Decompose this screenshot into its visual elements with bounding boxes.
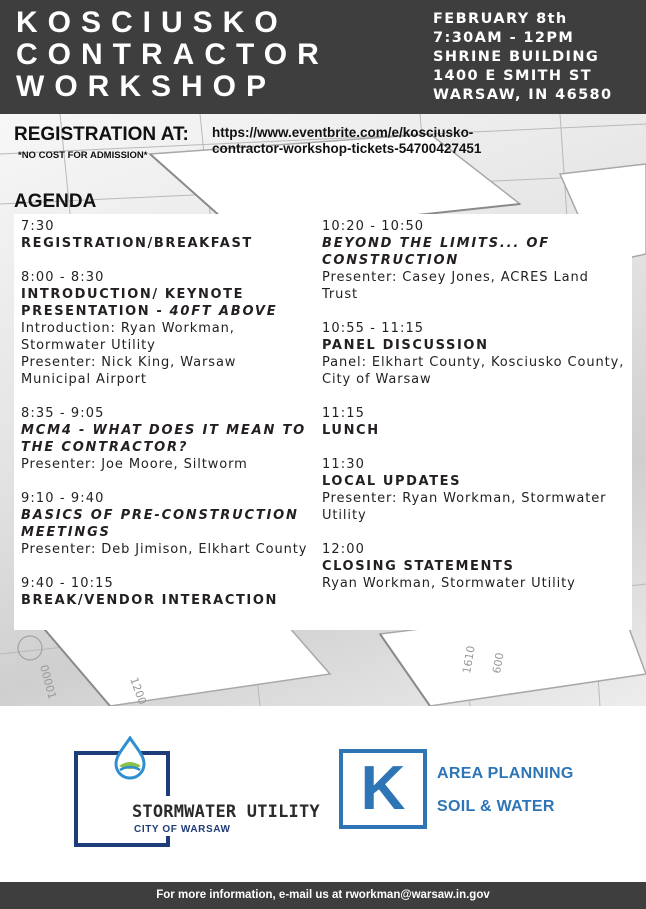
soil-water-label: SOIL & WATER [437, 798, 555, 815]
area-planning-label: AREA PLANNING [437, 765, 574, 782]
agenda-item [21, 490, 311, 558]
agenda-item [21, 269, 311, 388]
agenda-time: 10:55 - 11:15 [322, 321, 425, 336]
agenda-heading-text: PANEL DISCUSSION [322, 338, 489, 353]
agenda-heading [21, 592, 311, 609]
agenda-heading-text: BREAK/VENDOR INTERACTION [21, 593, 278, 608]
agenda-time: 10:20 - 10:50 [322, 219, 425, 234]
agenda-time: 8:35 - 9:05 [21, 406, 105, 421]
agenda-title: AGENDA [14, 191, 97, 212]
agenda-heading-text: LOCAL UPDATES [322, 474, 462, 489]
agenda-time: 8:00 - 8:30 [21, 270, 105, 285]
k-letter: K [360, 754, 406, 823]
agenda-time: 11:15 [322, 406, 365, 421]
event-details [433, 10, 613, 105]
agenda-heading-italic: BEYOND THE LIMITS... OF CONSTRUCTION [322, 236, 550, 268]
agenda-heading [322, 558, 628, 575]
agenda-detail: Presenter: Joe Moore, Siltworm [21, 457, 248, 472]
agenda-time: 9:40 - 10:15 [21, 576, 114, 591]
agenda-item [322, 218, 628, 303]
agenda-heading-text: INTRODUCTION/ KEYNOTE PRESENTATION - [21, 287, 245, 319]
agenda-heading [21, 507, 311, 541]
stormwater-name: STORMWATER UTILITY [132, 802, 320, 822]
agenda-heading-text: CLOSING STATEMENTS [322, 559, 515, 574]
agenda-time: 12:00 [322, 542, 365, 557]
agenda-heading [322, 473, 628, 490]
event-date: FEBRUARY 8th [433, 11, 568, 27]
agenda-detail: Presenter: Casey Jones, ACRES Land Trust [322, 270, 589, 302]
agenda-heading-italic: 40FT ABOVE [169, 304, 278, 319]
title-line-3: WORKSHOP [16, 70, 276, 103]
sponsor-logos [0, 706, 646, 882]
stormwater-utility-logo [74, 736, 320, 846]
agenda-time: 11:30 [322, 457, 365, 472]
stormwater-subtitle: CITY OF WARSAW [134, 824, 231, 835]
event-time: 7:30AM - 12PM [433, 30, 575, 46]
agenda-item [21, 405, 311, 473]
title-line-1: KOSCIUSKO [16, 6, 288, 39]
agenda-heading [21, 286, 311, 320]
water-drop-icon [110, 736, 150, 780]
agenda-item [322, 320, 628, 388]
agenda-heading-text: LUNCH [322, 423, 380, 438]
svg-text:1610: 1610 [460, 644, 478, 675]
agenda-heading-italic: BASICS OF PRE-CONSTRUCTION MEETINGS [21, 508, 299, 540]
svg-text:00001: 00001 [37, 663, 59, 701]
svg-text:1200: 1200 [127, 675, 149, 706]
event-street: 1400 E SMITH ST [433, 68, 593, 84]
agenda-detail: Introduction: Ryan Workman, Stormwater Utility [21, 321, 235, 353]
kosciusko-logo [339, 749, 427, 829]
agenda-item [322, 541, 628, 592]
agenda-detail: Presenter: Nick King, Warsaw Municipal Airport [21, 355, 237, 387]
agenda-item [322, 405, 628, 439]
agenda-heading-italic: MCM4 - WHAT DOES IT MEAN TO THE CONTRACTOR? [21, 423, 306, 455]
footer-bar [0, 882, 646, 909]
agenda-detail: Presenter: Deb Jimison, Elkhart County [21, 542, 308, 557]
registration-label: REGISTRATION AT: [14, 124, 189, 145]
agenda-time: 9:10 - 9:40 [21, 491, 105, 506]
agenda-heading [322, 235, 628, 269]
agenda-heading [21, 235, 311, 252]
agenda-detail: Presenter: Ryan Workman, Stormwater Utility [322, 491, 607, 523]
agenda-column-right [322, 218, 628, 609]
agenda-detail: Panel: Elkhart County, Kosciusko County, City of Warsaw [322, 355, 625, 387]
agenda-panel [14, 214, 632, 630]
registration-link[interactable]: https://www.eventbrite.com/e/kosciusko-contractor-workshop-tickets-54700427451 [212, 125, 482, 156]
header-banner [0, 0, 646, 114]
event-title [16, 7, 329, 103]
agenda-item [21, 218, 311, 252]
event-city: WARSAW, IN 46580 [433, 87, 613, 103]
agenda-heading-text: REGISTRATION/BREAKFAST [21, 236, 253, 251]
event-venue: SHRINE BUILDING [433, 49, 600, 65]
admission-note: *NO COST FOR ADMISSION* [18, 150, 148, 161]
agenda-item [322, 456, 628, 524]
agenda-time: 7:30 [21, 219, 55, 234]
svg-text:600: 600 [490, 651, 507, 675]
title-line-2: CONTRACTOR [16, 38, 329, 71]
agenda-heading [21, 422, 311, 456]
agenda-item [21, 575, 311, 609]
agenda-heading [322, 422, 628, 439]
footer-contact: For more information, e-mail us at rworkman@warsaw.in.gov [156, 889, 490, 901]
agenda-heading [322, 337, 628, 354]
agenda-detail: Ryan Workman, Stormwater Utility [322, 576, 576, 591]
agenda-column-left [21, 218, 311, 626]
